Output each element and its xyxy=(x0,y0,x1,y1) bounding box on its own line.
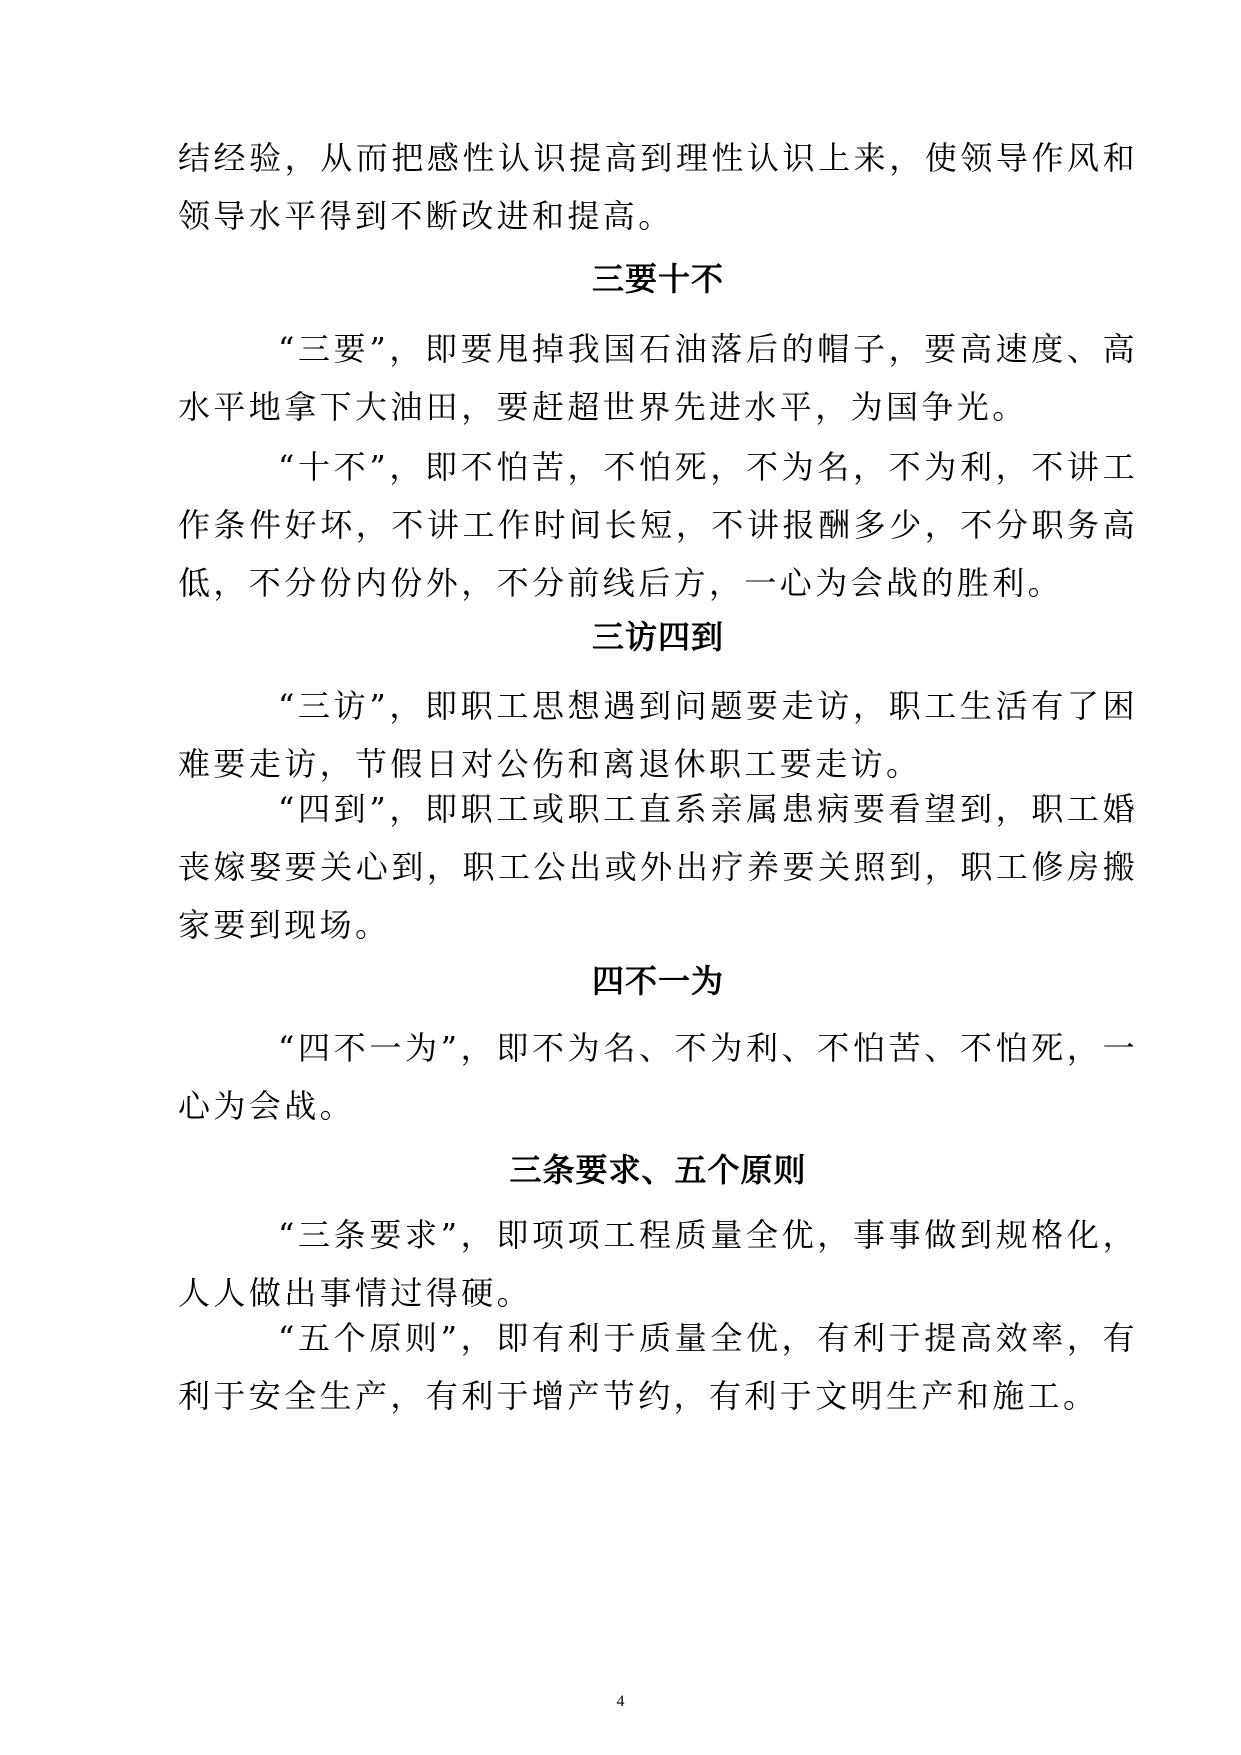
section-paragraph: “十不”，即不怕苦，不怕死，不为名，不为利，不讲工作条件好坏，不讲工作时间长短，不讲报酬多少，不分职务高低，不分份内份外，不分前线后方，一心为会战的胜利。 xyxy=(178,448,1138,602)
section-paragraph: “四到”，即职工或职工直系亲属患病要看望到，职工婚丧嫁娶要关心到，职工公出或外出疗养要关照到，职工修房搬家要到现场。 xyxy=(178,790,1138,944)
section-block-3 xyxy=(178,1019,1138,1135)
page-number: 4 xyxy=(616,1693,625,1710)
section-block-4 xyxy=(178,1206,1138,1322)
section-paragraph: “四不一为”，即不为名、不为利、不怕苦、不怕死，一心为会战。 xyxy=(178,1029,1138,1125)
intro-block xyxy=(178,129,1138,245)
section-title-si-bu-yi-wei: 四不一为 xyxy=(591,962,724,1000)
section-block-4b xyxy=(178,1309,1138,1425)
intro-paragraph: 结经验，从而把感性认识提高到理性认识上来，使领导作风和领导水平得到不断改进和提高。 xyxy=(178,139,1138,235)
section-paragraph: “三要”，即要甩掉我国石油落后的帽子，要高速度、高水平地拿下大油田，要赶超世界先进水平，为国争光。 xyxy=(178,330,1138,426)
section-title-san-yao-shi-bu: 三要十不 xyxy=(591,260,724,298)
section-block-2b xyxy=(178,780,1138,954)
section-block-1 xyxy=(178,320,1138,436)
section-paragraph: “三访”，即职工思想遇到问题要走访，职工生活有了困难要走访，节假日对公伤和离退休职工要走访。 xyxy=(178,687,1138,783)
section-paragraph: “五个原则”，即有利于质量全优，有利于提高效率，有利于安全生产，有利于增产节约，有利于文明生产和施工。 xyxy=(178,1319,1138,1415)
section-title-san-tiao-yao-qiu: 三条要求、五个原则 xyxy=(509,1151,807,1189)
section-block-2 xyxy=(178,677,1138,793)
section-paragraph: “三条要求”，即项项工程质量全优，事事做到规格化，人人做出事情过得硬。 xyxy=(178,1216,1138,1312)
section-title-san-fang-si-dao: 三访四到 xyxy=(591,618,724,656)
section-block-1b xyxy=(178,438,1138,612)
